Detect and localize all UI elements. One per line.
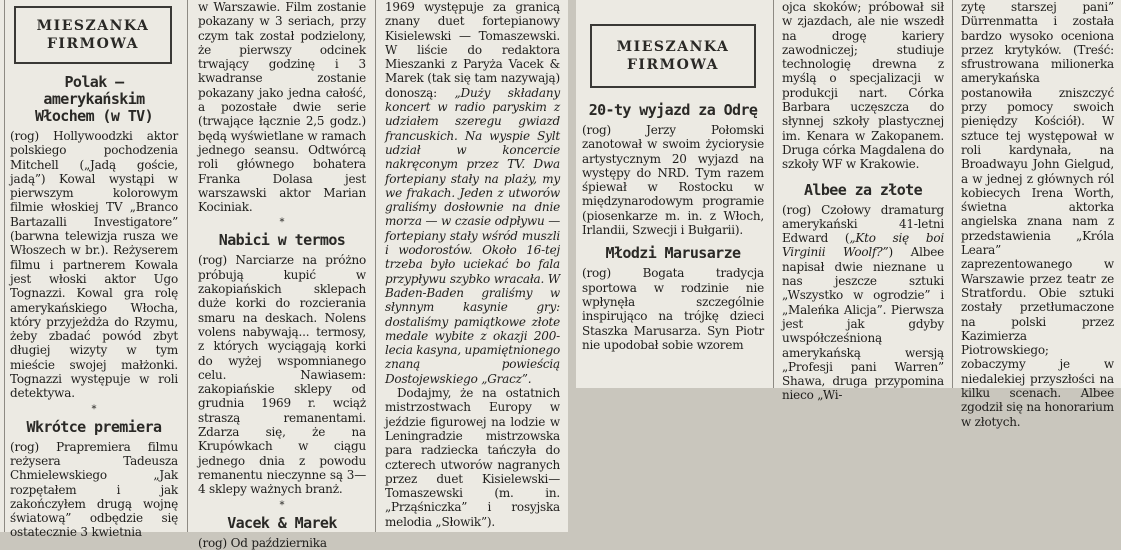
right-column-2	[782, 0, 944, 403]
article-marusarze-continued: ojca skoków; próbował sił w zjazdach, ale nie wszedł na drogę kariery zawodniczej; studiuje technologię drewna z myślą o specjalizacji w produkcji nart. Córka Barbara uczęszcza do słynnej szkoły plastycznej im. Kenara w Zakopanem. Druga córka Magdalena do szkoły WF w Krakowie.	[782, 0, 944, 172]
article-polak-text: (rog) Hollywoodzki aktor polskiego pochodzenia Mitchell („Jadą goście, jadą”) Kowal wystąpi w pierwszym kolorowym filmie włoskiej TV „Branco Bartazalli Investigatore” (barwna telewizja rusza we Włoszech w br.). Reżyserem filmu i partnerem Kowala jest włoski aktor Ugo Tognazzi. Kowal gra rolę amerykańskiego Włocha, który przyjeżdża do Rzymu, żeby zbadać powód zbyt długiej wizyty w tym mieście swojej małżonki. Tognazzi występuje w roli detektywa.	[10, 129, 178, 401]
right-column-1	[582, 0, 764, 352]
separator-star: *	[279, 499, 285, 511]
separator-star: *	[91, 403, 97, 415]
article-albee-text	[782, 203, 944, 403]
albee-text-quote: „Kto się boi Virginii Woolf?”	[782, 231, 944, 260]
separator-star: *	[279, 217, 285, 229]
albee-text-part-1: (rog) Czołowy dramaturg amerykański 41-letni Edward (	[782, 202, 944, 246]
article-vacek-final: Dodajmy, że na ostatnich mistrzostwach Europy w jeździe figurowej na lodzie w Leningradzie mistrzowska para radziecka tańczyła do czterech utworów nagranych przez duet Kisielewski—Tomaszewski (m. in. „Prząśniczka” i rosyjska melodia „Słowik”).	[385, 386, 560, 529]
article-albee-continued: zytę starszej pani” Dürrenmatta i została bardzo wysoko oceniona przez krytyków. (Treść: sfrustrowana milionerka amerykańska postanowiła zniszczyć przy pomocy swoich pieniędzy Kościół). W sztuce tej występował w roli kardynała, na Broadwayu John Gielgud, a w jednej z głównych ról kobiecych Irena Worth, świetna aktorka angielska znana nam z przedstawienia „Króla Leara” zaprezentowanego w Warszawie przez teatr ze Stratfordu. Obie sztuki zostały przetłumaczone na polski przez Kazimierza Piotrowskiego; zobaczymy je w niedalekiej przyszłości na kilku scenach. Albee zgodził się na honorarium w złotych.	[961, 0, 1114, 429]
column-rule	[952, 0, 953, 388]
article-wkrotce-continued: w Warszawie. Film zostanie pokazany w 3 seriach, przy czym tak został podzielony, że pierwszy odcinek trwający godzinę i 3 kwadranse zostanie pokazany jako jedna całość, a pozostałe dwie serie (trwające łącznie 2,5 godz.) będą wyświetlane w ramach jednego seansu. Odtwórcą roli głównego bohatera Franka Dolasa jest warszawski aktor Marian Kociniak.	[198, 0, 366, 215]
vacek-intro: 1969 występuje za granicą znany duet fortepianowy Kisielewski — Tomaszewski. W liście do redaktora Mieszanki z Paryża Vacek & Marek (tak się tam nazywają) donoszą:	[385, 0, 560, 100]
column-header-line-1: MIESZANKA	[36, 18, 150, 34]
headline-vacek: Vacek & Marek	[227, 513, 337, 532]
article-marusarze-text: (rog) Bogata tradycja sportowa w rodzinie nie wpłynęła szczególnie inspirująco na trójkę dzieci Staszka Marusarza. Syn Piotr nie upodobał sobie wzorem	[582, 266, 764, 352]
vacek-quote: „Duży składany koncert w radio paryskim z udziałem szeregu gwiazd francuskich. Na wyspie Sylt udział w koncercie nakręconym przez TV. Dwa fortepiany stały na plaży, my we frakach. Jeden z utworów graliśmy dosłownie na dnie morza — w czasie odpływu — fortepiany stały wśród muszli i wodorostów. Około 16-tej trzeba było uciekać bo fala przypływu szybko wracała. W Baden-Baden graliśmy w słynnym kasynie gry: dostaliśmy pamiątkowe złote medale wybite z okazji 200-lecia kasyna, upamiętnionego znaną powieścią Dostojewskiego „Gracz”.	[385, 85, 560, 386]
column-rule	[375, 0, 376, 532]
headline-marusarze: Młodzi Marusarze	[605, 244, 741, 263]
left-column-2	[198, 0, 366, 550]
column-header-line-2: FIRMOWA	[46, 36, 139, 52]
headline-nabici: Nabici w termos	[218, 231, 346, 250]
headline-wkrotce: Wkrótce premiera	[26, 417, 162, 436]
article-wkrotce-text: (rog) Prapremiera filmu reżysera Tadeusza Chmielewskiego „Jak rozpętałem i jak zakończyłem drugą wojnę światową” odbędzie się ostatecznie 3 kwietnia	[10, 439, 178, 540]
column-rule	[187, 0, 188, 532]
column-header-line-1: MIESZANKA	[616, 39, 730, 55]
article-odra-text: (rog) Jerzy Połomski zanotował w swoim życiorysie artystycznym 20 wyjazd na występy do NRD. Tym razem śpiewał w Rostocku w międzynarodowym programie (piosenkarze m. in. z Włoch, Irlandii, Szwecji i Bułgarii).	[582, 123, 764, 238]
headline-polak: Polak — amerykańskim Włochem (w TV)	[34, 73, 154, 125]
column-rule	[773, 0, 774, 388]
column-header-line-2: FIRMOWA	[626, 57, 719, 73]
column-header-box	[14, 6, 172, 64]
headline-odra: 20-ty wyjazd za Odrę	[588, 101, 758, 119]
article-vacek-text: (rog) Od października	[198, 535, 327, 550]
article-nabici-text: (rog) Narciarze na próżno próbują kupić w zakopiańskich sklepach duże korki do rozcierania smaru na deskach. Nolens volens nabywają... termosy, z których wyciągają korki do wyżej wspomnianego celu. Nawiasem: zakopiańskie sklepy od grudnia 1969 r. wciąż straszą remanentami. Zdarza się, że na Krupówkach w ciągu jednego dnia z powodu remanentu nieczynne są 3—4 sklepy ważnych branż.	[198, 253, 366, 497]
column-rule	[4, 0, 5, 532]
headline-albee: Albee za złote	[803, 180, 923, 199]
right-clipping	[576, 0, 1121, 429]
column-header-box	[590, 24, 756, 88]
right-column-3	[961, 0, 1114, 429]
article-vacek-continued	[385, 0, 560, 386]
left-column-3	[385, 0, 560, 529]
left-column-1	[10, 0, 178, 540]
albee-text-part-2: ) Albee napisał dwie nieznane u nas jeszcze sztuki „Wszystko w ogrodzie” i „Maleńka Alicja”. Pierwsza jest jak gdyby uwspółcześnioną amerykańską wersją „Profesji pani Warren” Shawa, druga przypomina nieco „Wi-	[782, 245, 944, 403]
